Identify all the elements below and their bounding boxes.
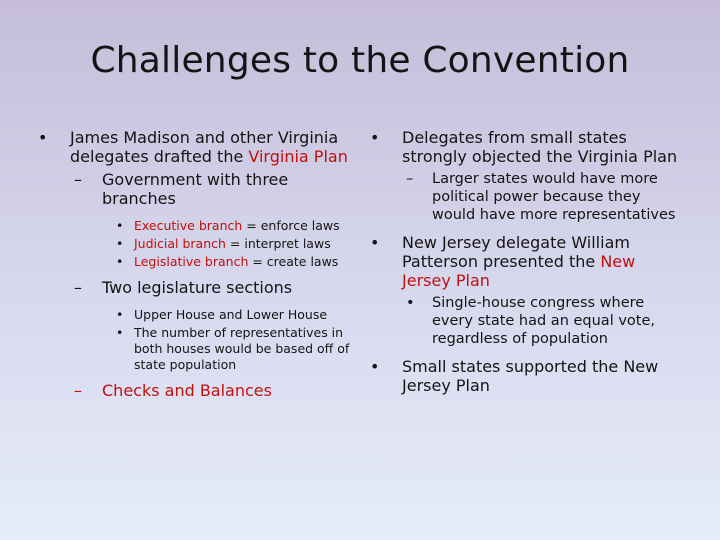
- legislature-text: The number of representatives in both houses would be based off of state population: [134, 325, 350, 372]
- sub-bullet-single-house: [370, 294, 688, 348]
- dash-marker: –: [74, 278, 82, 297]
- bullet-dot: •: [116, 218, 124, 233]
- left-column: [38, 128, 358, 400]
- sub-bullet-text: Two legislature sections: [102, 278, 293, 297]
- slide-title: Challenges to the Convention: [90, 40, 630, 81]
- sub-bullet-checks: [38, 381, 358, 400]
- legislature-item: [38, 325, 358, 373]
- bullet-text: Small states supported the New Jersey Plan: [402, 357, 659, 395]
- sub-bullet-text: Larger states would have more political power because they would have more representatives: [432, 171, 676, 223]
- branch-name: Judicial branch: [134, 236, 226, 251]
- bullet-dot: •: [406, 295, 415, 311]
- bullet-dot: •: [116, 236, 124, 251]
- virginia-plan-highlight: Virginia Plan: [248, 147, 348, 166]
- branch-name: Legislative branch: [134, 254, 249, 269]
- legislature-item: [38, 307, 358, 323]
- bullet-small-states-objected: [370, 128, 688, 166]
- branch-role: = enforce laws: [242, 218, 340, 233]
- bullet-text: New Jersey delegate William Patterson presented the: [402, 233, 630, 271]
- branch-item: [38, 236, 358, 252]
- new-jersey-plan-highlight: New Jersey Plan: [402, 252, 636, 290]
- sub-bullet-text: Single-house congress where every state had an equal vote, regardless of population: [432, 295, 655, 347]
- branch-role: = create laws: [248, 254, 339, 269]
- bullet-dot: •: [370, 128, 380, 147]
- right-column: [370, 128, 688, 395]
- bullet-dot: •: [370, 233, 380, 252]
- branch-item: [38, 254, 358, 270]
- branch-role: = interpret laws: [225, 236, 331, 251]
- sub-bullet-three-branches: [38, 170, 358, 208]
- bullet-dot: •: [116, 325, 124, 340]
- checks-and-balances: Checks and Balances: [102, 381, 272, 400]
- branch-name: Executive branch: [134, 218, 243, 233]
- sub-bullet-larger-states: [370, 170, 688, 224]
- dash-marker: –: [74, 170, 82, 189]
- bullet-dot: •: [116, 254, 124, 269]
- bullet-dot: •: [38, 128, 48, 147]
- bullet-small-states-supported: [370, 357, 688, 395]
- dash-marker: –: [406, 171, 414, 187]
- bullet-text: James Madison and other Virginia delegates drafted the: [70, 128, 339, 166]
- sub-bullet-legislature: [38, 278, 358, 297]
- legislature-text: Upper House and Lower House: [134, 307, 328, 322]
- bullet-text: Delegates from small states strongly objected the Virginia Plan: [402, 128, 678, 166]
- bullet-dot: •: [370, 357, 380, 376]
- sub-bullet-text: Government with three branches: [102, 170, 289, 208]
- bullet-virginia-plan: [38, 128, 358, 166]
- branch-item: [38, 218, 358, 234]
- bullet-dot: •: [116, 307, 124, 322]
- bullet-new-jersey-plan: [370, 233, 688, 290]
- dash-marker: –: [74, 381, 82, 400]
